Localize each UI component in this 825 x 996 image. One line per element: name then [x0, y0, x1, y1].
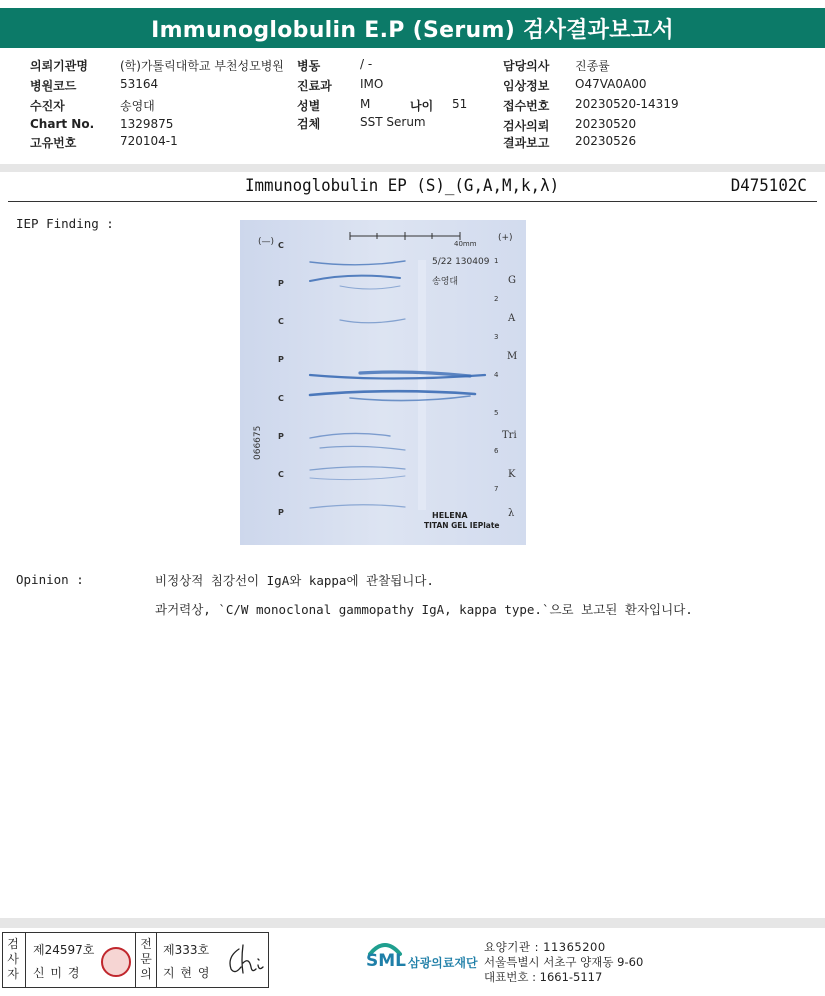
info-label-department: 진료과 — [297, 79, 332, 93]
organization-name: 삼광의료재단 — [408, 956, 478, 970]
institution-code: 요양기관 : 11365200 — [484, 940, 606, 954]
info-value-request-date: 20230520 — [575, 117, 637, 131]
gel-trough-number: 1 — [494, 257, 499, 265]
info-label-requester: 의뢰기관명 — [30, 59, 88, 73]
signature-divider — [25, 933, 26, 987]
test-header — [0, 174, 825, 202]
organization-info — [364, 936, 824, 986]
info-label-sex: 성별 — [297, 99, 321, 113]
expert-name: 지 현 영 — [163, 966, 211, 980]
info-value-hospital-code: 53164 — [120, 77, 159, 91]
info-value-chart-no: 1329875 — [120, 117, 174, 131]
gel-background — [240, 220, 526, 545]
gel-scale-label: 40mm — [454, 240, 477, 248]
gel-brand-helena: HELENA — [432, 511, 468, 520]
info-value-department: IMO — [360, 77, 384, 91]
patient-info — [0, 54, 825, 164]
test-code: D475102C — [730, 176, 807, 196]
info-value-ward: / - — [360, 57, 373, 71]
gel-date-id: 5/22 130409 — [432, 257, 490, 267]
info-label-age: 나이 — [410, 99, 434, 113]
gel-trough-number: 7 — [494, 485, 499, 493]
info-label-clinical-info: 임상정보 — [503, 79, 550, 93]
signature-divider — [135, 933, 136, 987]
info-label-specimen: 검체 — [297, 117, 321, 131]
expert-signature — [225, 943, 265, 979]
gel-trough-number: 2 — [494, 295, 499, 303]
tester-stamp — [101, 947, 131, 977]
gel-lane-label: C — [278, 317, 284, 326]
organization-address: 서울특별시 서초구 양재동 9-60 — [484, 955, 644, 969]
iep-finding-label: IEP Finding : — [16, 216, 114, 231]
signature-box — [2, 932, 269, 988]
gel-side-number: 066675 — [253, 425, 263, 460]
info-value-sex: M — [360, 97, 371, 111]
gel-lane-label: P — [278, 279, 284, 288]
info-value-unique-no: 720104-1 — [120, 134, 178, 148]
info-label-ward: 병동 — [297, 59, 321, 73]
iep-gel-image — [240, 220, 526, 545]
section-divider — [0, 164, 825, 172]
gel-lane-label: C — [278, 394, 284, 403]
organization-phone: 대표번호 : 1661-5117 — [484, 970, 603, 984]
info-value-report-date: 20230526 — [575, 134, 637, 148]
gel-antiserum-label: λ — [508, 508, 515, 519]
tester-title: 검사자 — [7, 937, 19, 981]
gel-patient-name: 송영대 — [432, 277, 459, 287]
test-header-rule — [8, 201, 817, 202]
gel-brand-titan: TITAN GEL IEPlate — [424, 521, 500, 530]
sml-logo-text: SML — [366, 951, 406, 971]
info-value-requester: (학)가톨릭대학교 부천성모병원 — [120, 59, 284, 73]
info-value-clinical-info: O47VA0A00 — [575, 77, 647, 91]
info-value-age: 51 — [452, 97, 468, 111]
gel-lane-label: P — [278, 432, 284, 441]
info-value-receipt-no: 20230520-14319 — [575, 97, 679, 111]
gel-trough-number: 3 — [494, 333, 499, 341]
signature-divider — [156, 933, 157, 987]
info-label-hospital-code: 병원코드 — [30, 79, 77, 93]
gel-antiserum-label: M — [507, 351, 518, 362]
gel-lane-label: P — [278, 355, 284, 364]
gel-plus-pole: (+) — [498, 233, 513, 243]
info-label-unique-no: 고유번호 — [30, 136, 77, 150]
expert-title: 전문의 — [140, 937, 152, 981]
gel-minus-pole: (—) — [258, 237, 275, 247]
tester-name: 신 미 경 — [33, 966, 81, 980]
info-value-specimen: SST Serum — [360, 115, 426, 129]
info-label-doctor: 담당의사 — [503, 59, 550, 73]
expert-license: 제333호 — [163, 943, 210, 957]
info-label-chart-no: Chart No. — [30, 117, 95, 131]
gel-antiserum-label: Tri — [502, 430, 517, 441]
gel-lane-label: C — [278, 241, 284, 250]
gel-antiserum-label: G — [508, 275, 516, 286]
info-value-patient: 송영대 — [120, 99, 155, 113]
info-label-patient: 수진자 — [30, 99, 65, 113]
gel-trough — [418, 260, 426, 510]
gel-antiserum-label: A — [508, 313, 516, 324]
info-label-receipt-no: 접수번호 — [503, 99, 550, 113]
gel-trough-number: 6 — [494, 447, 499, 455]
opinion-label: Opinion : — [16, 572, 84, 587]
opinion-line: 과거력상, `C/W monoclonal gammopathy IgA, kappa type.`으로 보고된 환자입니다. — [155, 602, 693, 617]
gel-antiserum-label: K — [508, 469, 516, 480]
opinion-line: 비정상적 침강선이 IgA와 kappa에 관찰됩니다. — [155, 573, 434, 588]
tester-license: 제24597호 — [33, 943, 95, 957]
info-label-request-date: 검사의뢰 — [503, 119, 550, 133]
gel-trough-number: 4 — [494, 371, 499, 379]
footer-divider — [0, 918, 825, 928]
gel-lane-label: P — [278, 508, 284, 517]
test-name: Immunoglobulin EP (S)_(G,A,M,k,λ) — [245, 176, 560, 196]
gel-trough-number: 5 — [494, 409, 499, 417]
info-label-report-date: 결과보고 — [503, 136, 550, 150]
gel-lane-label: C — [278, 470, 284, 479]
info-value-doctor: 진종률 — [575, 59, 610, 73]
report-title: Immunoglobulin E.P (Serum) 검사결과보고서 — [0, 8, 825, 48]
